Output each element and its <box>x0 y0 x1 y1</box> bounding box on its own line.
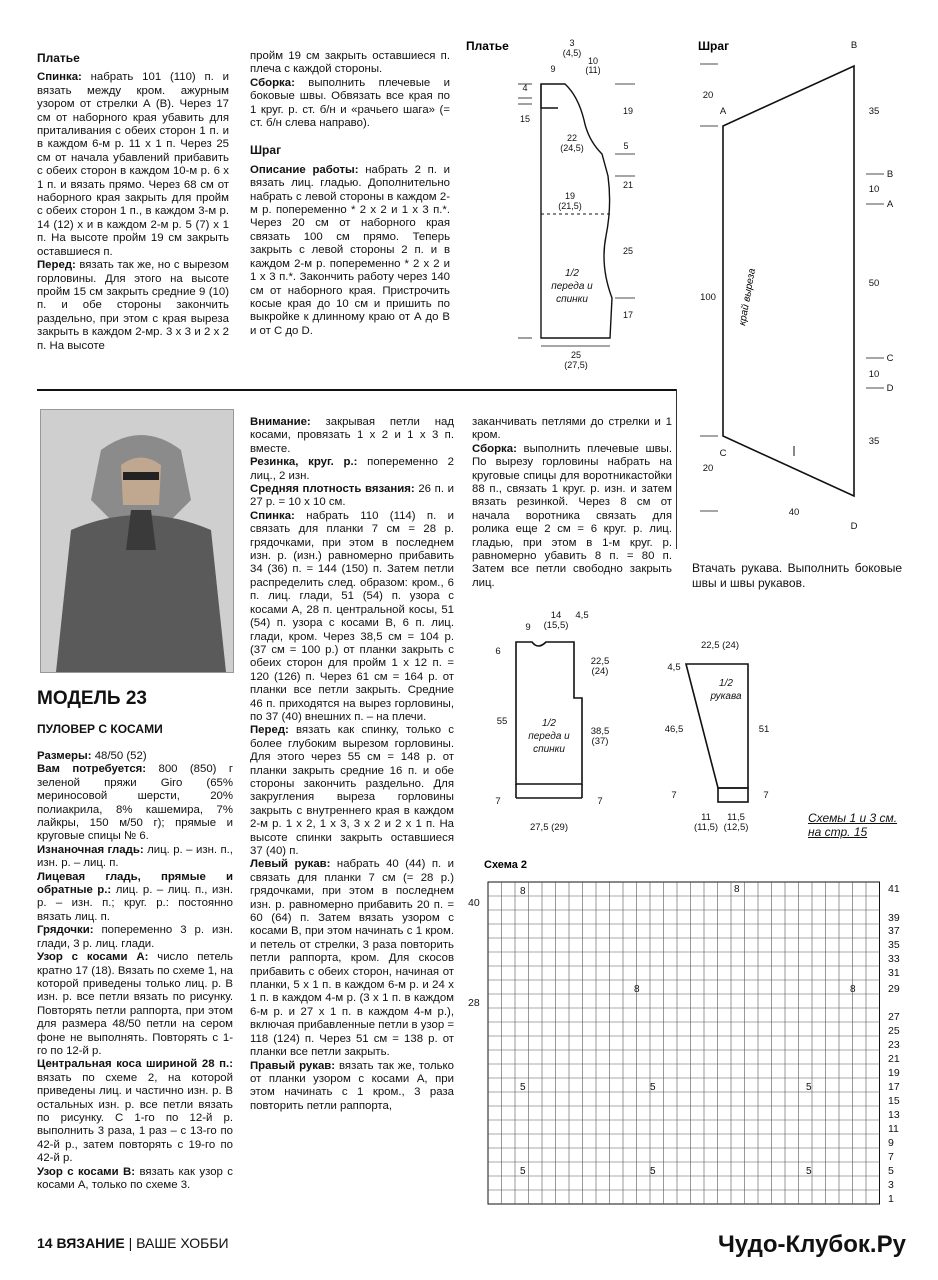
point-label: C <box>719 448 727 459</box>
row-number: 35 <box>888 939 900 951</box>
dim-label: 4,5 <box>667 662 681 673</box>
dim-label: 22,5 (24) <box>700 640 740 651</box>
rib: Резинка, круг. р.: попеременно 2 лиц., 2 изн. <box>250 456 454 482</box>
column-number: 28 <box>468 997 480 1009</box>
page-number: 14 <box>37 1235 53 1251</box>
sleeve-outline <box>686 664 748 788</box>
point-label: D <box>886 383 894 394</box>
row-number: 13 <box>888 1109 900 1121</box>
dim-label: (15,5) <box>543 620 569 631</box>
pullover-assembly: Сборка: выполнить плечевые швы. По вырезу горловины набрать на круговые спицы для воротникастойки 88 п., связать 1 круг. р. изн. и затем вязать резинкой. Через 8 см от начала воротника связать для ролика еще 2 см = 6 круг. р. лиц. гладью, при этом в 1-м круг. р. равномерно убавить 8 п. = 80 п. Затем все петли свободно закрыть лиц. <box>472 442 672 589</box>
dim-label: 6 <box>495 646 501 657</box>
dim-label: 4,5 <box>575 610 589 621</box>
dim-label: (24,5) <box>560 143 584 153</box>
left-sleeve: Левый рукав: набрать 40 (44) п. и связать для планки 7 см (= 28 р.) грядочками, при этом в последнем изн. р. равномерно прибавить 20 п. = 60 (64) п. Затем вязать узором с косами В, при этом начинать с 1 кром. и петель от стрелки, 3 раза повторить петли раппорта, кром. Для скосов прибавить с обеих сторон, начиная от планки, 5 х 1 п. в каждом 6-м р. и 24 х 1 п. в каждом 4-м р. (3 х 1 п. в каждом 6-м р. и 27 х 1 п. в каждом 4-м р.), включая прибавленные петли в узор = 118 (124) п. Через 51 см = 138 р. от планки все петли закрыть. <box>250 858 455 1059</box>
row-number: 9 <box>888 1137 894 1149</box>
dim-label: 10 <box>868 184 880 195</box>
dim-label: 5 <box>623 141 629 151</box>
model-subtitle: ПУЛОВЕР С КОСАМИ <box>37 722 163 736</box>
point-label: A <box>719 106 727 117</box>
dim-label: 11 <box>701 812 711 823</box>
dim-label: 38,5 <box>590 726 610 737</box>
dim-label: 46,5 <box>664 724 684 735</box>
dim-label: 9 <box>525 622 531 633</box>
back: Спинка: набрать 110 (114) п. и связать для планки 7 см = 28 р. грядочками, при этом в последнем изн. р. (изн.) равномерно прибавить 34 (36) п. = 144 (150) п. Затем петли распределить след. образом: кром., 6 п. лиц. глади, 51 (54) п. узора с косами А, 28 п. центральной косы, 51 (54) п. узора с косами В, 6 п. лиц. глади, кром. Через 38,5 см = 104 р. (37 см = 100 р.) от планки закрыть с обеих сторон для пройм 1 х 12 п. = 120 (126) п. Через 61 см = 164 р. от планки все петли закрыть. Средние 46 п. приходятся на вырез горловины, по 37 (40) внешних п. – на плечи. <box>250 509 454 723</box>
row-number: 19 <box>888 1067 900 1079</box>
reverse-stockinette: Изнаночная гладь: лиц. р. – изн. п., изн. р. – лиц. п. <box>37 843 233 870</box>
scheme-title: Схема 2 <box>484 859 528 871</box>
dim-label: 7 <box>597 796 603 807</box>
sizes: Размеры: 48/50 (52) <box>37 750 147 762</box>
section-title-shrug: Шраг <box>250 143 282 158</box>
row-number: 39 <box>888 912 900 924</box>
row-number: 1 <box>888 1193 894 1205</box>
dim-label: 19 <box>622 106 634 116</box>
footer-sep: | <box>124 1235 137 1251</box>
dim-label: 51 <box>758 724 770 735</box>
dim-label: 3 <box>569 38 575 48</box>
shrug-end-text: Втачать рукава. Выполнить боковые швы и швы рукавов. <box>692 561 902 590</box>
cell-number: 8 <box>634 984 640 995</box>
row-number: 33 <box>888 953 900 965</box>
cell-number: 5 <box>806 1166 812 1177</box>
page-footer <box>37 1235 229 1251</box>
sleeve-diagram <box>660 636 790 836</box>
dim-label: (24) <box>591 666 609 677</box>
cell-number: 5 <box>520 1082 526 1093</box>
row-number: 5 <box>888 1165 894 1177</box>
dim-label: 7 <box>495 796 501 807</box>
dim-label: 40 <box>788 507 800 518</box>
piece-label: рукава <box>710 691 742 702</box>
model-photo <box>40 409 234 673</box>
dim-label: 22,5 <box>590 656 610 667</box>
pullover-instructions-col1 <box>37 750 233 1192</box>
shrug-diagram-title: Шраг <box>698 39 730 53</box>
row-number: 15 <box>888 1095 900 1107</box>
row-number: 27 <box>888 1011 900 1023</box>
dim-label: (27,5) <box>564 360 588 370</box>
cell-number: 5 <box>520 1166 526 1177</box>
shrug-pattern-diagram <box>690 36 900 536</box>
point-label: B <box>850 40 858 51</box>
cell-number: 5 <box>650 1166 656 1177</box>
dress-instructions-col1 <box>37 50 229 353</box>
shrug-description: Описание работы: набрать 2 п. и вязать лиц. гладью. Дополнительно набрать с левой стороны в каждом 2-м р. попеременно * 2 х 2 и 1 х 3 п.*. Через 20 см от наборного края связать 100 см прямо. Теперь закрыть с левой стороны 2 п. и в каждом 2-м р. попеременно * 2 х 2 и 1 х 3 п.*. Закончить работу через 140 см от наборного края. Пристрочить косые края до 10 см и пришить по выкройке к длинному краю от А до В и от С до D. <box>250 163 450 337</box>
row-number: 41 <box>888 883 900 895</box>
row-number: 29 <box>888 983 900 995</box>
materials: Вам потребуется: 800 (850) г зеленой пряжи Giro (65% мериносовой шерсти, 20% полиакрила, 8% кашемира, 7% лайкры, 150 м/50 г); прямые и круговые спицы № 6. <box>37 763 233 843</box>
cable-b: Узор с косами В: вязать как узор с косами А, только по схеме 3. <box>37 1165 233 1191</box>
row-number: 25 <box>888 1025 900 1037</box>
dim-label: 35 <box>868 106 880 117</box>
dim-label: 4 <box>522 83 528 93</box>
shrug-outline <box>723 66 854 496</box>
dim-label: 100 <box>700 292 716 303</box>
piece-label: переда и <box>551 281 593 292</box>
dress-front: Перед: вязать так же, но с вырезом горловины. Для этого на высоте пройм 15 см закрыть средние 9 (10) п. и обе стороны закончить раздельно, при этом с края выреза закрыть в каждом 2-мр. 3 х 3 и 2 х 2 п. На высоте <box>37 259 229 352</box>
row-number: 21 <box>888 1053 900 1065</box>
dim-label: 27,5 (29) <box>529 822 569 833</box>
dim-label: 55 <box>496 716 508 727</box>
dim-label: (37) <box>591 736 609 747</box>
piece-label: 1/2 <box>719 678 733 689</box>
central-cable: Центральная коса шириной 28 п.: вязать по схеме 2, на которой приведены лиц. и частично изн. р. В остальных изн. р. все петли вязать по рисунку. С 1-го по 12-й р. выполнить 3 раза, 1 раз – с 13-го по 42-й р., затем повторять с 19-го по 42-й р. <box>37 1058 233 1165</box>
ridges: Грядочки: попеременно 3 р. изн. глади, 3 р. лиц. глади. <box>37 924 233 950</box>
row-number: 31 <box>888 967 900 979</box>
dim-label: 50 <box>868 278 880 289</box>
cell-number: 5 <box>806 1082 812 1093</box>
watermark: Чудо-Клубок.Ру <box>718 1231 906 1258</box>
piece-label: 1/2 <box>542 718 556 729</box>
dress-assembly: Сборка: выполнить плечевые и боковые швы. Обвязать все края по 1 круг. р. ст. б/н и «рачьего шага» (= ст. б/н слева направо). <box>250 76 450 130</box>
pullover-outline <box>516 642 582 784</box>
dim-label: 25 <box>622 246 634 256</box>
dim-label: 7 <box>763 790 769 801</box>
dim-label: 25 <box>570 350 582 360</box>
row-number: 23 <box>888 1039 900 1051</box>
right-sleeve: Правый рукав: вязать так же, только от планки узором с косами А, при этом начинать с 1 кром., 3 раза повторить петли раппорта, <box>250 1059 454 1112</box>
dim-label: 35 <box>868 436 880 447</box>
schemes-note: Схемы 1 и 3 см. на стр. 15 <box>808 811 898 839</box>
pullover-body-diagram <box>486 606 616 836</box>
pullover-instructions-col3 <box>472 416 672 590</box>
stockinette: Лицевая гладь, прямые и обратные р.: лиц. р. – лиц. п., изн. р. – изн. п.; круг. р.: постоянно вязать лиц. п. <box>37 870 233 923</box>
section-divider <box>37 389 677 391</box>
dress-pattern-diagram <box>460 36 660 376</box>
point-label: A <box>886 199 894 210</box>
dim-label: (21,5) <box>558 201 582 211</box>
piece-label: 1/2 <box>565 268 579 279</box>
column-number: 40 <box>468 897 480 909</box>
cell-number: 8 <box>520 886 526 897</box>
scheme-2-chart <box>464 854 914 1214</box>
section-title-dress: Платье <box>37 51 80 65</box>
edge-label: край выреза <box>737 267 759 327</box>
dim-label: (11,5) <box>693 822 719 833</box>
point-label: B <box>886 169 894 180</box>
cell-number: 5 <box>650 1082 656 1093</box>
cable-a: Узор с косами А: число петель кратно 17 (18). Вязать по схеме 1, на которой приведены только лиц. р. В изн. р. все петли вязать по рисунку. Повторять петли раппорта, при этом для размера 48/50 петли на сером фоне не выполнять. Повторять с 1-го по 12-й р. <box>37 951 233 1057</box>
dim-label: 7 <box>671 790 677 801</box>
point-label: C <box>886 353 894 364</box>
model-title: МОДЕЛЬ 23 <box>37 688 147 709</box>
magazine-name: ВЯЗАНИЕ <box>56 1235 125 1251</box>
dim-label: 21 <box>622 180 634 190</box>
magazine-tagline: ВАШЕ ХОББИ <box>136 1235 229 1251</box>
piece-label: переда и <box>528 731 570 742</box>
row-number: 11 <box>888 1123 899 1135</box>
dim-label: 19 <box>564 191 576 201</box>
row-number: 17 <box>888 1081 900 1093</box>
point-label: D <box>850 521 858 532</box>
attention: Внимание: закрывая петли над косами, провязать 1 х 2 и 1 х 3 п. вместе. <box>250 416 454 455</box>
pullover-instructions-col2 <box>250 416 454 1113</box>
row-number: 37 <box>888 925 900 937</box>
dim-label: 20 <box>702 90 714 101</box>
dim-label: 14 <box>550 610 562 621</box>
dim-label: (4,5) <box>562 48 582 58</box>
dress-instructions-col2 <box>250 50 450 338</box>
dim-label: 9 <box>550 64 556 74</box>
dress-diagram-title: Платье <box>466 39 509 53</box>
dress-back: Спинка: набрать 101 (110) п. и вязать между кром. ажурным узором от стрелки А (В). Через 17 см от наборного края убавить для приталивания с обеих сторон 1 п. и в каждом 6-м р. 11 х 1 п. Через 25 см от начала убавлений прибавить с обеих сторон в каждом 10-м р. 6 х 1 п. и вязать прямо. Через 68 см от наборного края закрыть для пройм с обеих сторон 1 п., в каждом 3-м р. 14 (12) х и в каждом 2-м р. 5 (7) х 1 п. На высоте пройм 19 см закрыть оставшиеся п. <box>37 71 229 258</box>
cell-number: 8 <box>734 884 740 895</box>
sleeve-cuff <box>718 788 748 802</box>
dim-label: 22 <box>566 133 578 143</box>
dress-front-cont: пройм 19 см закрыть оставшиеся п. плеча с каждой стороны. <box>250 50 450 76</box>
dim-label: 10 <box>587 56 599 66</box>
piece-label: спинки <box>533 744 565 755</box>
dim-label: 17 <box>622 310 634 320</box>
dim-label: (12,5) <box>723 822 749 833</box>
row-number: 3 <box>888 1179 894 1191</box>
gauge: Средняя плотность вязания: 26 п. и 27 р. = 10 х 10 см. <box>250 483 454 509</box>
dim-label: 20 <box>702 463 714 474</box>
section-divider-v <box>676 389 677 549</box>
row-number: 7 <box>888 1151 894 1163</box>
dim-label: 10 <box>868 369 880 380</box>
piece-label: спинки <box>556 294 588 305</box>
right-sleeve-cont: заканчивать петлями до стрелки и 1 кром. <box>472 416 672 442</box>
dim-label: 15 <box>519 114 531 124</box>
dim-label: 11,5 <box>727 812 745 823</box>
dim-label: (11) <box>585 65 601 75</box>
dress-neck <box>541 84 558 108</box>
scheme-grid <box>488 882 880 1204</box>
cell-number: 8 <box>850 984 856 995</box>
front: Перед: вязать как спинку, только с более глубоким вырезом горловины. Для этого через 55 см = 148 р. от планки закрыть средние 16 п. и обе стороны закончить раздельно. Для закругления выреза горловины закрыть с внутреннего края в каждом 2-м р. 1 х 2, 1 х 3, 3 х 2 и 2 х 1 п. На высоте спинки закрыть оставшиеся 37 (40) п. <box>250 724 454 857</box>
